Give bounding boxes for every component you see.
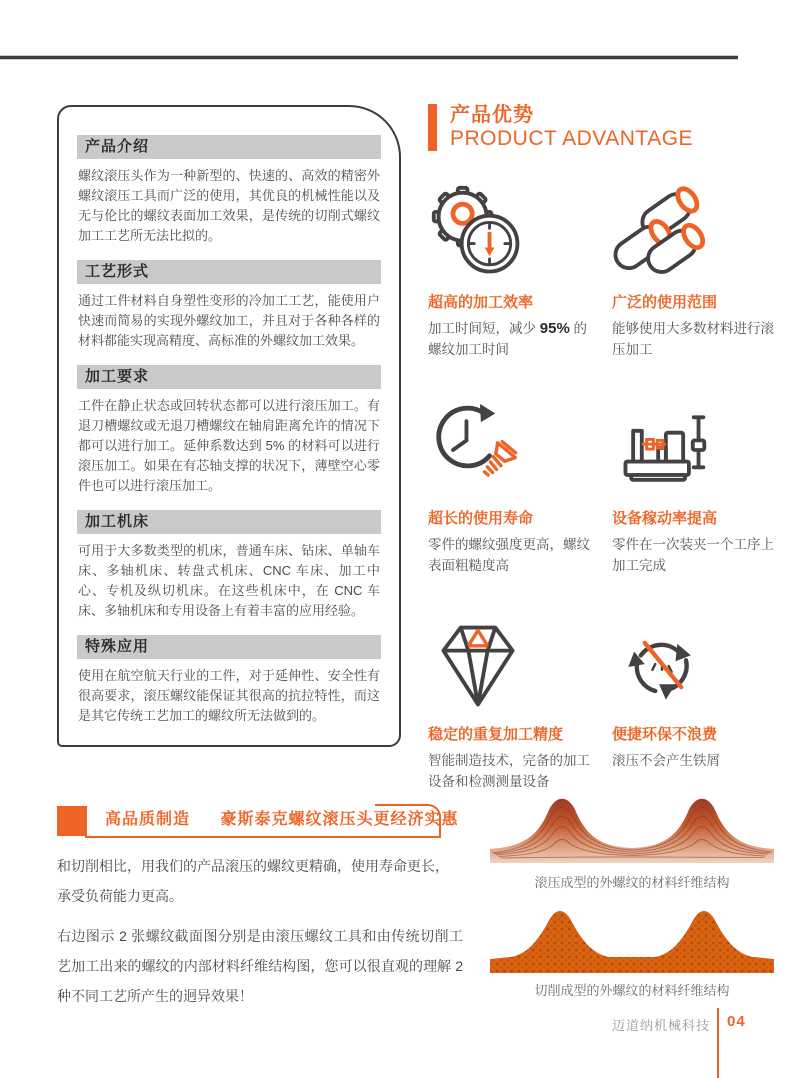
section-special-applications [77,635,381,726]
quality-label-main: 高品质制造 [105,811,191,828]
advantages-header [428,104,768,151]
footer-page-number: 04 [727,1013,746,1030]
cut-thread-caption: 切削成型的外螺纹的材料纤维结构 [534,983,730,998]
footer-company-name: 迈道纳机械科技 [611,1018,710,1033]
advantage-title: 超长的使用寿命 [428,510,534,527]
material-tubes-icon [612,180,784,284]
advantages-title-en: PRODUCT ADVANTAGE [450,127,694,150]
section-machining-requirements [77,365,381,496]
section-body: 螺纹滚压头作为一种新型的、快速的、高效的精密外螺纹滚压工具而广泛的使用，其优良的机械性能以及无与伦比的螺纹表面加工效果，是传统的切削式螺纹加工工艺所无法比拟的。 [78,168,380,243]
advantage-desc: 智能制造技术，完备的加工设备和检测测量设备 [428,753,590,789]
advantage-item-eco [612,612,784,792]
advantage-title: 稳定的重复加工精度 [428,726,564,743]
advantages-title-zh: 产品优势 [450,104,534,126]
section-title: 加工机床 [77,510,381,534]
section-title: 加工要求 [77,365,381,389]
diamond-icon [428,612,612,716]
gear-clock-icon [428,180,612,284]
section-product-intro [77,135,381,246]
advantage-item-utilization [612,396,784,576]
section-title: 产品介绍 [77,135,381,159]
quality-labels [105,804,458,836]
quality-paragraph-2: 右边图示 2 张螺纹截面图分别是由滚压螺纹工具和由传统切削工艺加工出来的螺纹的内部材料纤维结构图，您可以很直观的理解 2 种不同工艺所产生的迥异效果！ [57,928,463,1004]
desc-highlight: 95% [539,320,570,337]
section-body: 工件在静止状态或回转状态都可以进行滚压加工。有退刀槽螺纹或无退刀槽螺纹在轴肩距离允许的情况下都可以进行加工。延伸系数达到 5% 的材料可以进行滚压加工。如果在有芯轴支撑的状况下，薄壁空心零件也可以进行滚压加工。 [78,398,380,493]
rolled-thread-figure [488,783,776,867]
advantage-desc: 能够使用大多数材料进行滚压加工 [612,321,774,357]
advantage-item-wide-range [612,180,784,360]
product-info-box [57,105,401,747]
quality-underline [85,836,441,838]
cut-thread-figure [488,899,776,975]
rolled-thread-caption: 滚压成型的外螺纹的材料纤维结构 [534,875,730,890]
section-title: 特殊应用 [77,635,381,659]
section-body: 通过工件材料自身塑性变形的冷加工工艺，能使用户快速而简易的实现外螺纹加工，并且对于各种各样的材料都能实现高精度、高标准的外螺纹加工效果。 [78,293,380,348]
advantage-desc: 零件的螺纹强度更高，螺纹表面粗糙度高 [428,537,590,573]
advantage-title: 便捷环保不浪费 [612,726,718,743]
advantage-desc: 零件在一次装夹一个工序上加工完成 [612,537,774,573]
advantage-title: 设备稼动率提高 [612,510,718,527]
clock-screw-icon [428,396,612,500]
advantages-grid [428,180,784,792]
quality-paragraph-1: 和切削相比，用我们的产品滚压的螺纹更精确，使用寿命更长，承受负荷能力更高。 [57,858,449,904]
desc-text: 的螺纹加工时间 [428,321,588,357]
advantage-title: 广泛的使用范围 [612,294,718,311]
advantage-item-precision [428,612,612,792]
quality-accent-square [57,806,87,836]
footer-divider [717,1008,719,1078]
advantage-item-efficiency [428,180,612,360]
advantage-item-long-life [428,396,612,576]
top-rule [0,55,738,60]
section-process-form [77,260,381,351]
quality-label-sub: 豪斯泰克螺纹滚压头更经济实惠 [220,811,459,828]
lathe-machine-icon [612,396,784,500]
quality-banner [57,804,459,838]
advantage-title: 超高的加工效率 [428,294,534,311]
advantage-desc [428,318,590,360]
desc-text: 加工时间短，减少 [428,321,540,336]
section-body: 可用于大多数类型的机床，普通车床、钻床、单轴车床、多轴机床、转盘式机床、CNC 车床、加工中心、专机及纵切机床。在这些机床中，在 CNC 车床、多轴机床和专用设备上有着丰富的应用经验。 [78,543,380,618]
recycle-icon [612,612,784,716]
advantage-desc: 滚压不会产生铁屑 [612,753,720,768]
section-body: 使用在航空航天行业的工件，对于延伸性、安全性有很高要求，滚压螺纹能保证其很高的抗拉特性，而这是其它传统工艺加工的螺纹所无法做到的。 [78,668,380,723]
section-machine-tools [77,510,381,621]
section-title: 工艺形式 [77,260,381,284]
